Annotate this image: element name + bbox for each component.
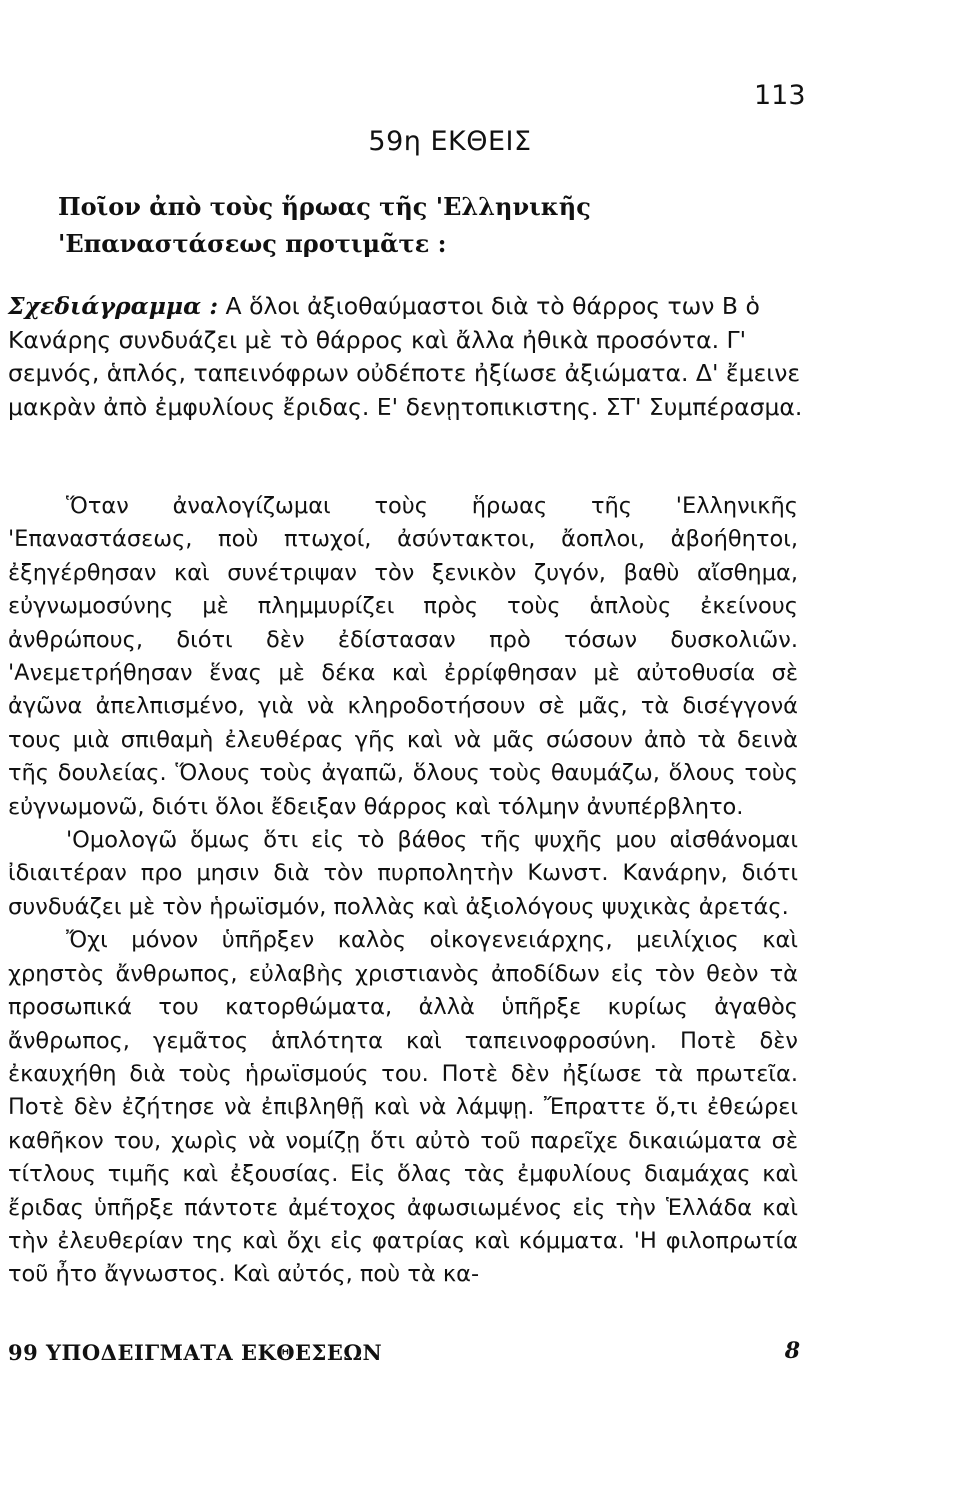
footer-signature-mark: 8 — [784, 1338, 800, 1364]
essay-paragraph: 'Ομολογῶ ὅμως ὅτι εἰς τὸ βάθος τῆς ψυχῆς μου αἰσθάνομαι ἰδιαιτέραν προ μησιν διὰ τὸν πυρπολητὴν Κωνστ. Κανάρην, διότι συνδυάζει μὲ τὸν ἡρωϊσμόν, πολλὰς καὶ ἀξιολόγους ψυχικὰς ἀρετάς. — [8, 827, 798, 920]
essay-title: 59η ΕΚΘΕΙΣ — [368, 126, 532, 157]
essay-paragraph: Ὄχι μόνον ὑπῆρξεν καλὸς οἰκογενειάρχης, μειλίχιος καὶ χρηστὸς ἄνθρωπος, εὐλαβὴς χριστιανὸς ἀποδίδων εἰς τὸν θεὸν τὰ προσωπικά του κατορθώματα, ἀλλὰ ὑπῆρξε κυρίως ἀγαθὸς ἄνθρωπος, γεμᾶτος ἁπλότητα καὶ ταπεινοφροσύνη. Ποτὲ δὲν ἐκαυχήθη διὰ τοὺς ἡρωϊσμούς του. Ποτὲ δὲν ἠξίωσε τὰ πρωτεῖα. Ποτὲ δὲν ἐζήτησε νὰ ἐπιβληθῇ καὶ νὰ λάμψῃ. Ἔπραττε ὅ,τι ἐθεώρει καθῆκον του, χωρὶς νὰ νομίζῃ ὅτι αὐτὸ τοῦ παρεῖχε δικαιώματα σὲ τίτλους τιμῆς καὶ ἐξουσίας. Εἰς ὅλας τὰς ἐμφυλίους διαμάχας καὶ ἔριδας ὑπῆρξε πάντοτε ἀμέτοχος ἀφωσιωμένος εἰς τὴν Ἑλλάδα καὶ τὴν ἐλευθερίαν της καὶ ὄχι εἰς φατρίας καὶ κόμματα. 'Η φιλοπρωτία τοῦ ἦτο ἄγνωστος. Καὶ αὐτός, ποὺ τὰ κα- — [8, 927, 798, 1288]
essay-body — [8, 490, 798, 1292]
essay-question: Ποῖον ἀπὸ τοὺς ἥρωας τῆς 'Ελληνικῆς 'Επαναστάσεως προτιμᾶτε : — [58, 192, 591, 258]
outline-text: Α ὅλοι ἀξιοθαύμαστοι διὰ τὸ θάρρος των Β ὁ Κανάρης συνδυάζει μὲ τὸ θάρρος καὶ ἄλλα ἠθικὰ προσόντα. Γ' σεμνός, ἁπλός, ταπεινόφρων οὐδέποτε ἠξίωσε ἀξιώματα. Δ' ἔμεινε μακρὰν ἀπὸ ἐμφυλίους ἔριδας. Ε' δενῃτοπικιστης. ΣΤ' Συμπέρασμα. — [8, 292, 803, 421]
page-number: 113 — [754, 80, 806, 111]
footer-book-title: 99 ΥΠΟΔΕΙΓΜΑΤΑ ΕΚΘΕΣΕΩΝ — [8, 1340, 383, 1365]
essay-paragraph: Ὅταν ἀναλογίζωμαι τοὺς ἥρωας τῆς 'Ελληνικῆς 'Επαναστάσεως, ποὺ πτωχοί, ἀσύντακτοι, ἄοπλοι, ἀβοήθητοι, ἐξηγέρθησαν καὶ συνέτριψαν τὸν ξενικὸν ζυγόν, βαθὺ αἴσθημα, εὐγνωμοσύνης μὲ πλημμυρίζει πρὸς τοὺς ἁπλοὺς ἐκείνους ἀνθρώπους, διότι δὲν ἐδίστασαν πρὸ τόσων δυσκολιῶν. 'Ανεμετρήθησαν ἕνας μὲ δέκα καὶ ἐρρίφθησαν μὲ αὐτοθυσία σὲ ἀγῶνα ἀπελπισμένο, γιὰ νὰ κληροδοτήσουν σὲ μᾶς, τὰ δισέγγονά τους μιὰ σπιθαμὴ ἐλευθέρας γῆς καὶ νὰ μᾶς σώσουν ἀπὸ τὰ δεινὰ τῆς δουλείας. Ὅλους τοὺς ἀγαπῶ, ὅλους τοὺς θαυμάζω, ὅλους τοὺς εὐγνωμονῶ, διότι ὅλοι ἔδειξαν θάρρος καὶ τόλμην ἀνυπέρβλητο. — [8, 493, 798, 820]
outline-section — [8, 290, 808, 424]
outline-label: Σχεδιάγραμμα : — [8, 292, 219, 320]
